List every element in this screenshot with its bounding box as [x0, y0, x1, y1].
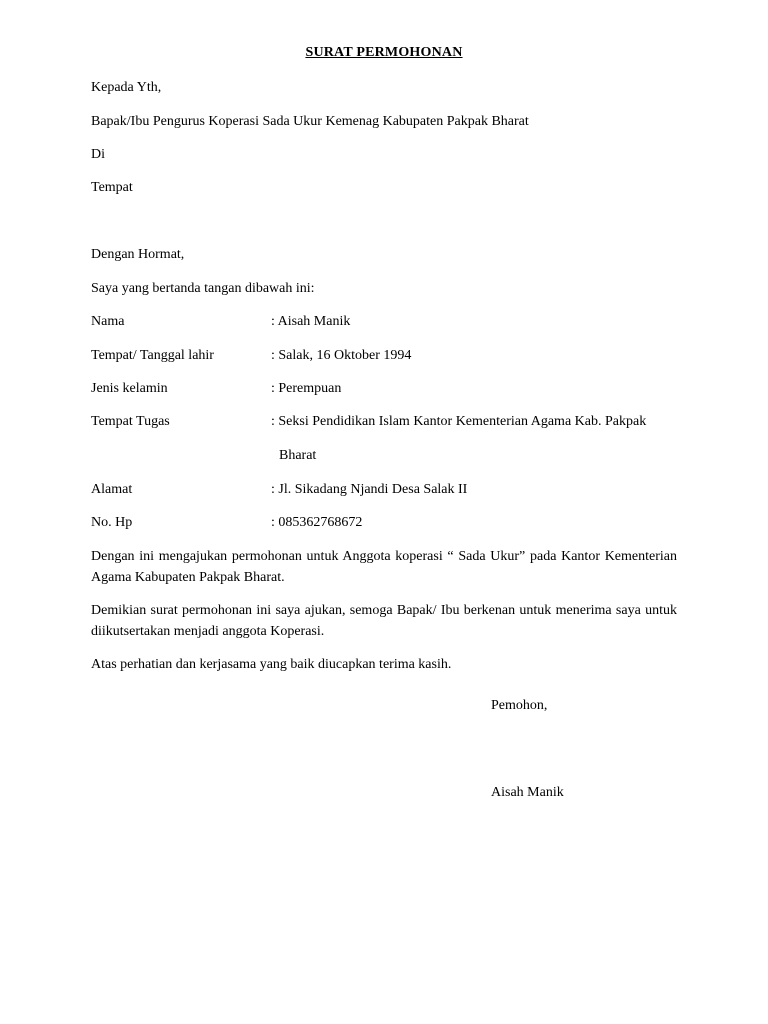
field-value: : Aisah Manik [271, 314, 351, 329]
field-label: Alamat [91, 482, 133, 497]
letter-title: SURAT PERMOHONAN [305, 45, 463, 60]
field-value: : Salak, 16 Oktober 1994 [271, 348, 412, 363]
closing-label: Pemohon, [491, 698, 548, 713]
recipient-place: Tempat [91, 180, 133, 195]
field-value: : 085362768672 [271, 515, 363, 530]
intro-text: Saya yang bertanda tangan dibawah ini: [91, 281, 315, 296]
field-value-continuation: Bharat [279, 448, 317, 463]
salutation: Dengan Hormat, [91, 247, 185, 262]
recipient-greeting: Kepada Yth, [91, 80, 162, 95]
field-label: Tempat/ Tanggal lahir [91, 348, 214, 363]
recipient-di: Di [91, 147, 105, 162]
field-value: : Perempuan [271, 381, 342, 396]
field-label: Jenis kelamin [91, 381, 168, 396]
recipient-addressee: Bapak/Ibu Pengurus Koperasi Sada Ukur Kemenag Kabupaten Pakpak Bharat [91, 114, 529, 129]
field-value: : Jl. Sikadang Njandi Desa Salak II [271, 482, 468, 497]
field-value: : Seksi Pendidikan Islam Kantor Kementerian Agama Kab. Pakpak [271, 414, 647, 429]
field-label: No. Hp [91, 515, 133, 530]
body-paragraph-thanks: Atas perhatian dan kerjasama yang baik diucapkan terima kasih. [91, 657, 452, 672]
body-paragraph-closing: Demikian surat permohonan ini saya ajukan, semoga Bapak/ Ibu berkenan untuk menerima saya untuk diikutsertakan menjadi anggota Koperasi. [91, 603, 677, 639]
body-paragraph-request: Dengan ini mengajukan permohonan untuk Anggota koperasi “ Sada Ukur” pada Kantor Kementerian Agama Kabupaten Pakpak Bharat. [91, 549, 677, 585]
signatory-name: Aisah Manik [491, 785, 564, 800]
field-label: Nama [91, 314, 125, 329]
field-label: Tempat Tugas [91, 414, 170, 429]
